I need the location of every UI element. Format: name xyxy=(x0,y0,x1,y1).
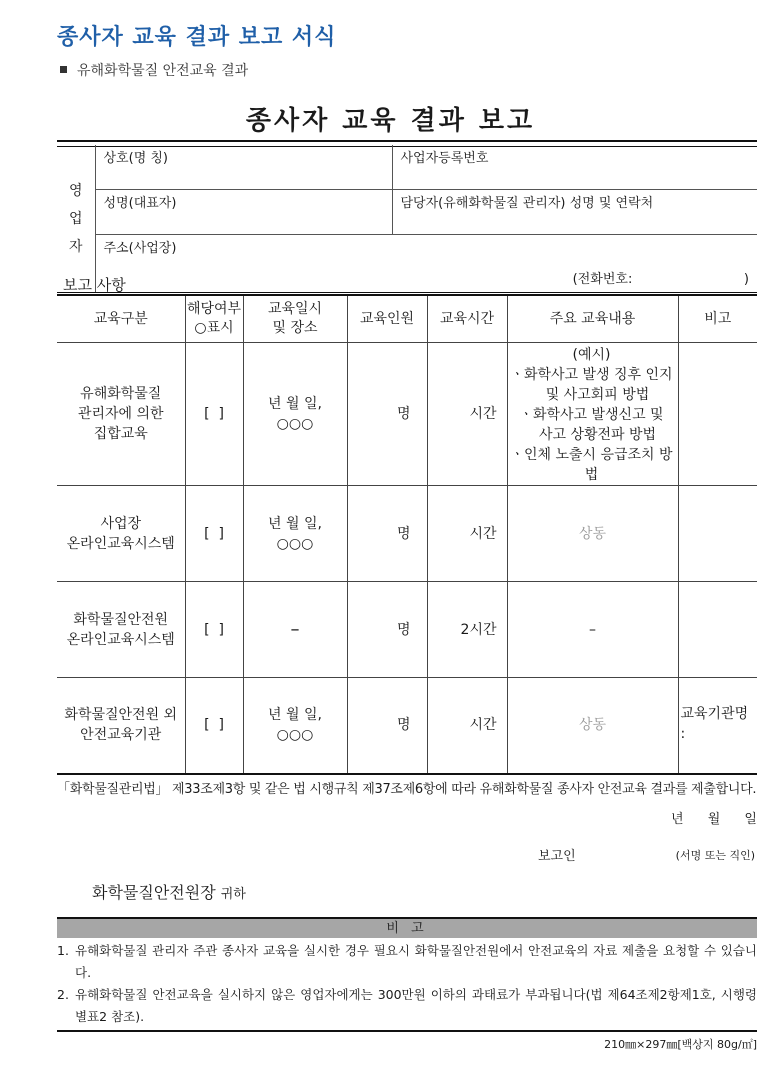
side-char: 업 xyxy=(68,210,83,227)
recipient-name: 화학물질안전원장 xyxy=(92,883,216,902)
subheading-text: 유해화학물질 안전교육 결과 xyxy=(77,63,249,79)
reg-number-field[interactable] xyxy=(392,145,757,190)
row-category: 유해화학물질 관리자에 의한 집합교육 xyxy=(57,343,185,486)
row-persons[interactable]: 명 xyxy=(347,343,427,486)
note-text: 유해화학물질 관리자 주관 종사자 교육을 실시한 경우 필요시 화학물질안전원에서 안전교육의 자료 제출을 요청할 수 있습니다. xyxy=(75,943,757,980)
table-row xyxy=(57,582,757,678)
trade-name-label: 상호(명 칭) xyxy=(103,151,169,166)
table-row xyxy=(57,486,757,582)
applicable-checkbox[interactable]: [ ] xyxy=(185,582,243,678)
report-section-label: 보고 사항 xyxy=(63,276,126,294)
applicable-checkbox[interactable]: [ ] xyxy=(185,343,243,486)
manager-label: 담당자(유해화학물질 관리자) 성명 및 연락처 xyxy=(400,196,654,211)
row-category: 사업장 온라인교육시스템 xyxy=(57,486,185,582)
content-line: ㆍ화학사고 발생신고 및 xyxy=(519,407,664,423)
address-label: 주소(사업장) xyxy=(103,241,177,256)
row-category: 화학물질안전원 외 안전교육기관 xyxy=(57,678,185,774)
header-hours: 교육시간 xyxy=(427,295,507,343)
address-field[interactable] xyxy=(95,235,757,293)
header-applicable: 해당여부 ○표시 xyxy=(185,295,243,343)
content-line: ㆍ화학사고 발생 징후 인지 xyxy=(510,367,673,383)
row-datetime[interactable]: 년 월 일, ○○○ xyxy=(243,678,347,774)
list-item xyxy=(57,984,757,1028)
submission-statement: 「화학물질관리법」 제33조제3항 및 같은 법 시행규칙 제37조제6항에 따라 유해화학물질 종사자 안전교육 결과를 제출합니다. xyxy=(57,782,757,797)
row-persons[interactable]: 명 xyxy=(347,486,427,582)
document-title: 종사자 교육 결과 보고 서식 xyxy=(57,25,337,50)
manager-field[interactable] xyxy=(392,190,757,235)
content-line: 및 사고회피 방법 xyxy=(545,387,650,403)
reporter-label: 보고인 xyxy=(538,849,576,864)
form-title: 종사자 교육 결과 보고 xyxy=(245,106,536,136)
side-char: 영 xyxy=(68,182,83,199)
applicable-checkbox[interactable]: [ ] xyxy=(185,486,243,582)
row-datetime[interactable]: 년 월 일, ○○○ xyxy=(243,486,347,582)
row-category: 화학물질안전원 온라인교육시스템 xyxy=(57,582,185,678)
table-row xyxy=(57,343,757,486)
phone-label: (전화번호: ) xyxy=(572,272,749,287)
row-hours[interactable]: 시간 xyxy=(427,486,507,582)
row-content[interactable]: 상동 xyxy=(507,486,678,582)
header-datetime: 교육일시 및 장소 xyxy=(243,295,347,343)
subheading xyxy=(60,60,248,80)
rep-name-field[interactable] xyxy=(95,190,392,235)
row-hours[interactable]: 시간 xyxy=(427,678,507,774)
square-bullet-icon xyxy=(60,66,67,73)
business-info-table xyxy=(57,145,757,293)
bottom-divider xyxy=(57,1030,757,1032)
row-hours[interactable]: 2시간 xyxy=(427,582,507,678)
content-line: ㆍ인체 노출시 응급조치 방법 xyxy=(510,447,673,483)
submission-date[interactable]: 년 월 일 xyxy=(671,812,757,827)
row-note[interactable] xyxy=(678,486,757,582)
applicable-checkbox[interactable]: [ ] xyxy=(185,678,243,774)
recipient xyxy=(92,880,246,903)
row-datetime[interactable]: 년 월 일, ○○○ xyxy=(243,343,347,486)
header-note: 비고 xyxy=(678,295,757,343)
row-content[interactable]: – xyxy=(507,582,678,678)
business-side-label xyxy=(57,145,95,293)
list-item xyxy=(57,940,757,984)
row-content[interactable] xyxy=(507,343,678,486)
note-text: 유해화학물질 안전교육을 실시하지 않은 영업자에게는 300만원 이하의 과태료가 부과됩니다(법 제64조제2항제1호, 시행령 별표2 참조). xyxy=(75,987,757,1024)
note-number: 1. xyxy=(57,943,69,958)
signature-field[interactable]: (서명 또는 직인) xyxy=(675,849,755,862)
side-char: 자 xyxy=(68,238,83,255)
row-content[interactable]: 상동 xyxy=(507,678,678,774)
notes-title: 비 고 xyxy=(57,917,757,938)
row-hours[interactable]: 시간 xyxy=(427,343,507,486)
rep-name-label: 성명(대표자) xyxy=(103,196,177,211)
reg-number-label: 사업자등록번호 xyxy=(400,151,489,166)
notes-list xyxy=(57,940,757,1028)
row-note[interactable]: 교육기관명 : xyxy=(678,678,757,774)
content-line: 사고 상황전파 방법 xyxy=(538,427,657,443)
paper-size-label: 210㎜×297㎜[백상지 80g/㎡] xyxy=(604,1038,757,1051)
row-note[interactable] xyxy=(678,582,757,678)
note-number: 2. xyxy=(57,987,69,1002)
row-persons[interactable]: 명 xyxy=(347,678,427,774)
header-category: 교육구분 xyxy=(57,295,185,343)
content-line: (예시) xyxy=(572,347,611,363)
header-content: 주요 교육내용 xyxy=(507,295,678,343)
row-persons[interactable]: 명 xyxy=(347,582,427,678)
recipient-suffix: 귀하 xyxy=(220,887,246,902)
header-persons: 교육인원 xyxy=(347,295,427,343)
row-note[interactable] xyxy=(678,343,757,486)
trade-name-field[interactable] xyxy=(95,145,392,190)
row-datetime[interactable]: – xyxy=(243,582,347,678)
report-table xyxy=(57,294,757,775)
table-row xyxy=(57,678,757,774)
